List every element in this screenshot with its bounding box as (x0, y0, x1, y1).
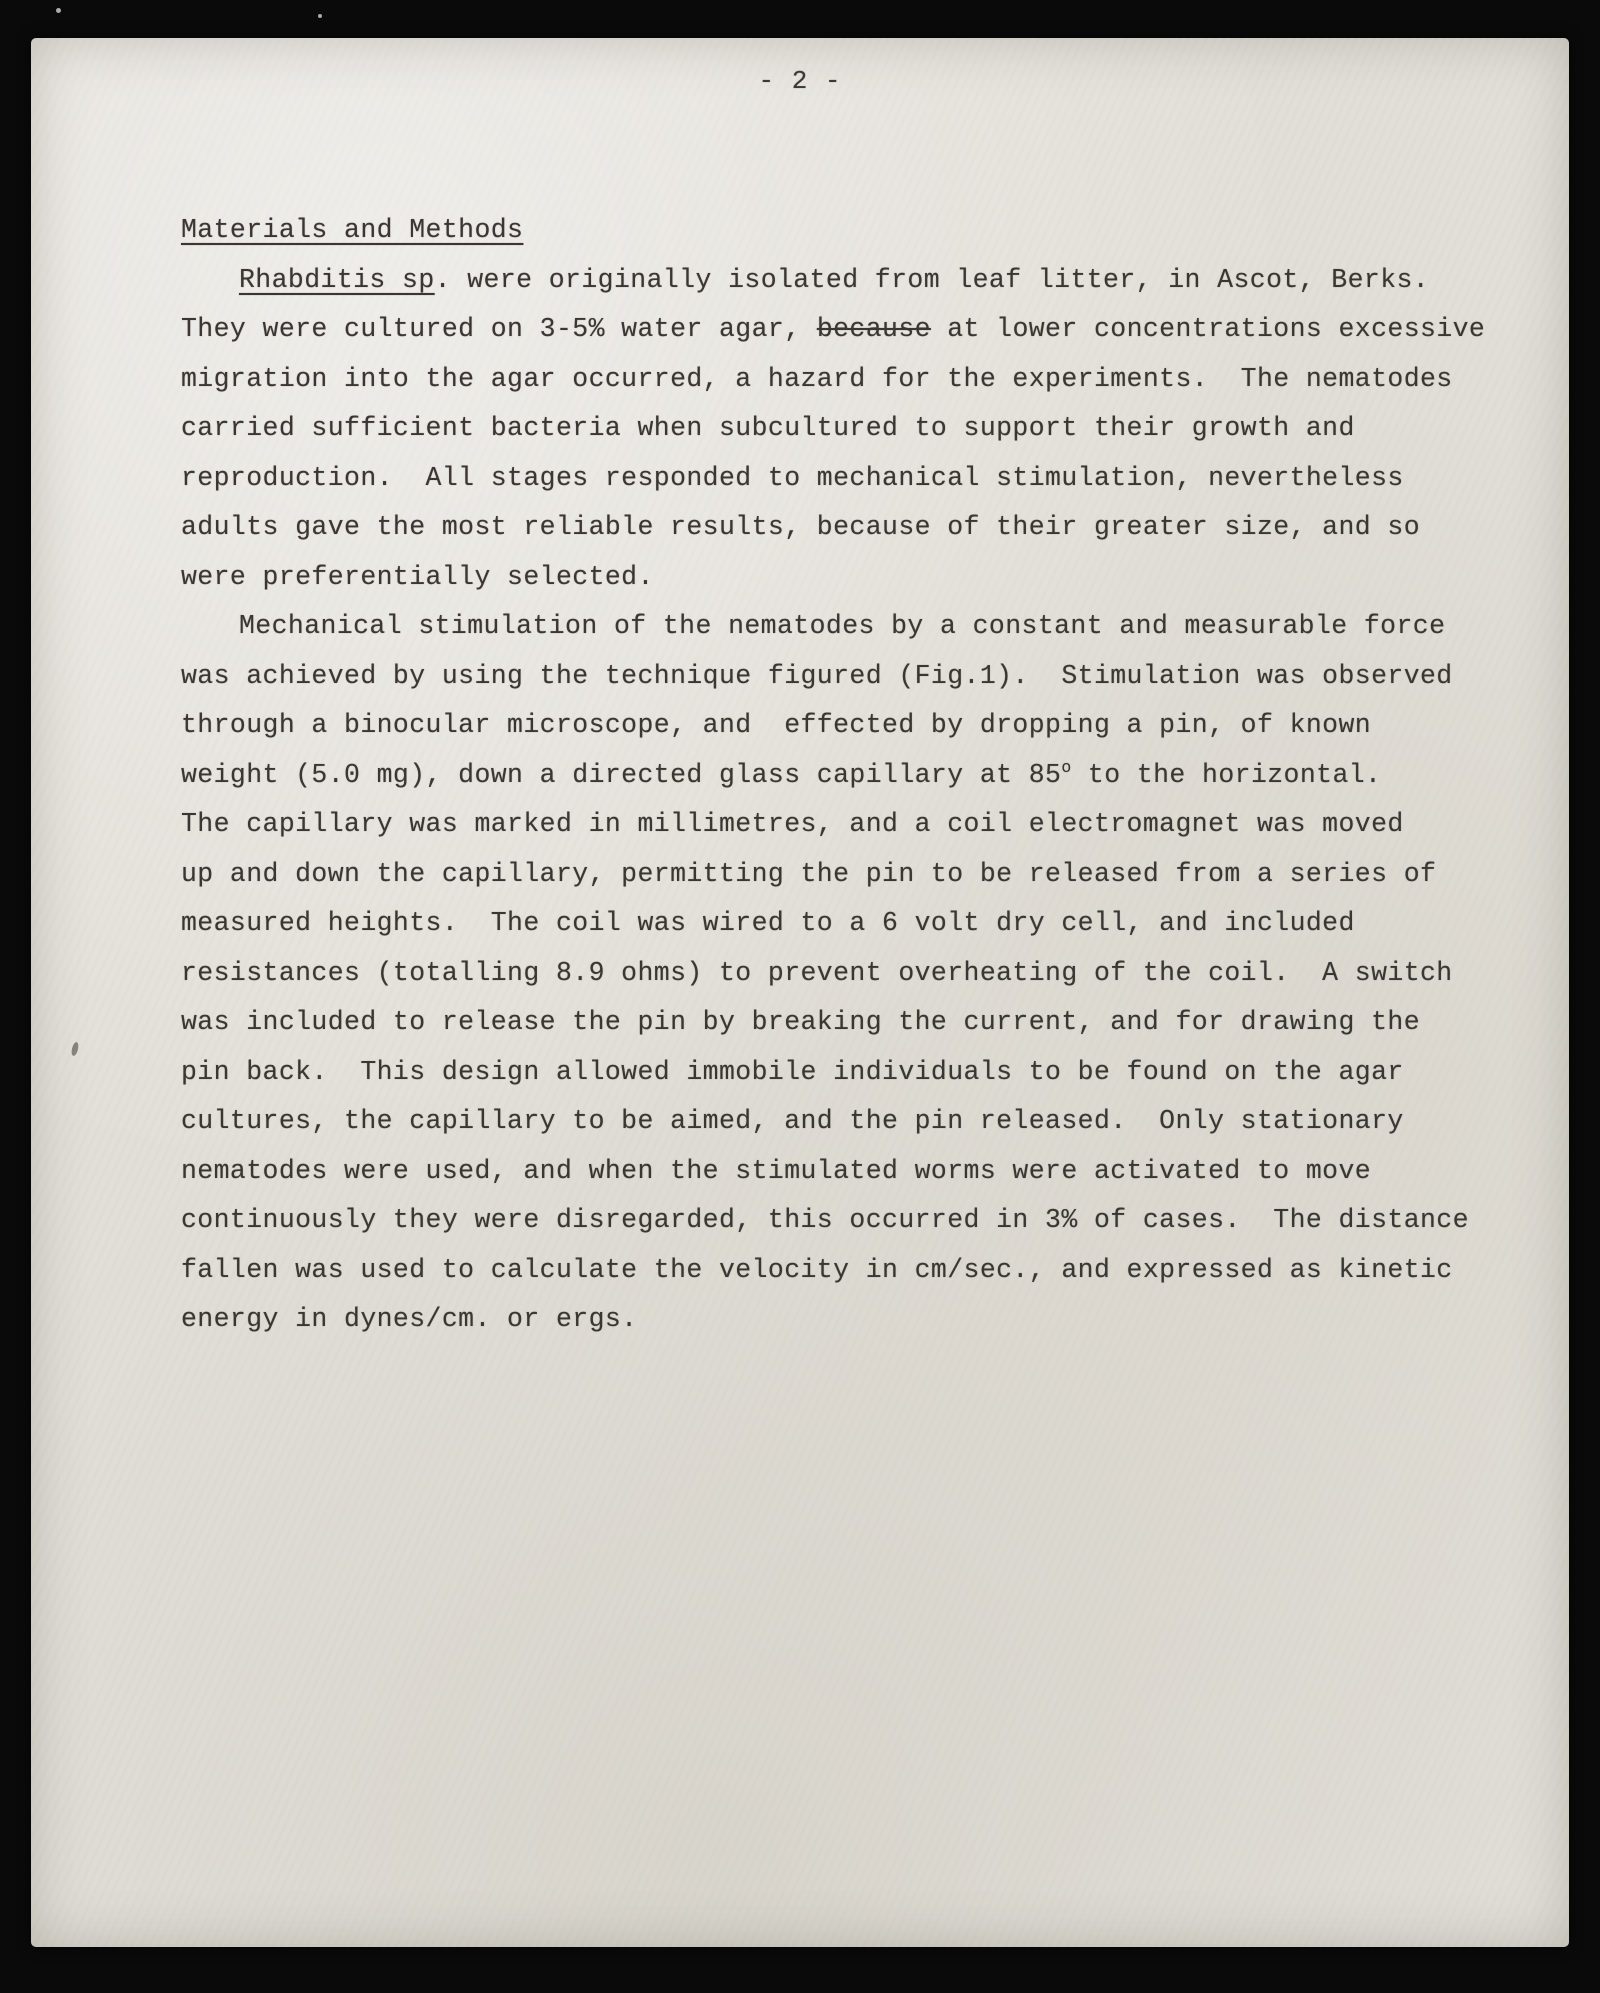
text-segment: weight (5.0 mg), down a directed glass capillary at 85 (181, 759, 1062, 790)
text-line: was achieved by using the technique figured (Fig.1). Stimulation was observed (181, 660, 1453, 691)
text-line: pin back. This design allowed immobile individuals to be found on the agar (181, 1056, 1404, 1087)
superscript-degree: o (1061, 758, 1072, 778)
section-heading-text: Materials and Methods (181, 215, 524, 245)
scan-artifact-dot (56, 8, 61, 13)
text-line: resistances (totalling 8.9 ohms) to prevent overheating of the coil. A switch (181, 957, 1453, 988)
text-line: reproduction. All stages responded to mechanical stimulation, nevertheless (181, 462, 1404, 493)
species-name: Rhabditis sp (239, 264, 435, 295)
text-line: energy in dynes/cm. or ergs. (181, 1304, 638, 1334)
text-line: cultures, the capillary to be aimed, and the pin released. Only stationary (181, 1106, 1404, 1136)
text-line: were preferentially selected. (181, 561, 654, 592)
struck-word: because (816, 314, 931, 344)
ink-speck (70, 1041, 79, 1056)
paper-page (31, 38, 1569, 1947)
text-line: measured heights. The coil was wired to a 6 volt dry cell, and included (181, 908, 1355, 938)
text-line: was included to release the pin by breaking the current, and for drawing the (181, 1007, 1420, 1037)
page-content (181, 206, 1501, 1345)
text-line: fallen was used to calculate the velocity in cm/sec., and expressed as kinetic (181, 1254, 1453, 1285)
text-line: continuously they were disregarded, this occurred in 3% of cases. The distance (181, 1205, 1469, 1235)
text-line: up and down the capillary, permitting the pin to be released from a series of (181, 858, 1437, 889)
text-line: The capillary was marked in millimetres, and a coil electromagnet was moved (181, 809, 1404, 839)
page-number: - 2 - (758, 66, 842, 96)
text-line: adults gave the most reliable results, because of their greater size, and so (181, 512, 1420, 542)
text-line: Mechanical stimulation of the nematodes by a constant and measurable force (239, 611, 1446, 641)
text-line (181, 751, 1501, 801)
text-segment: They were cultured on 3-5% water agar, (181, 314, 817, 344)
text-line: migration into the agar occurred, a hazard for the experiments. The nematodes (181, 363, 1453, 394)
section-heading (181, 206, 1501, 256)
scan-artifact-dot (318, 14, 322, 18)
text-line: through a binocular microscope, and effected by dropping a pin, of known (181, 710, 1372, 740)
text-segment: at lower concentrations excessive (930, 314, 1486, 344)
text-line (181, 256, 1501, 306)
text-line: nematodes were used, and when the stimulated worms were activated to move (181, 1155, 1372, 1186)
text-line (181, 305, 1501, 355)
text-line: carried sufficient bacteria when subcultured to support their growth and (181, 413, 1355, 443)
text-segment: to the horizontal. (1071, 759, 1382, 790)
text-segment: . were originally isolated from leaf litter, in Ascot, Berks. (434, 264, 1430, 295)
